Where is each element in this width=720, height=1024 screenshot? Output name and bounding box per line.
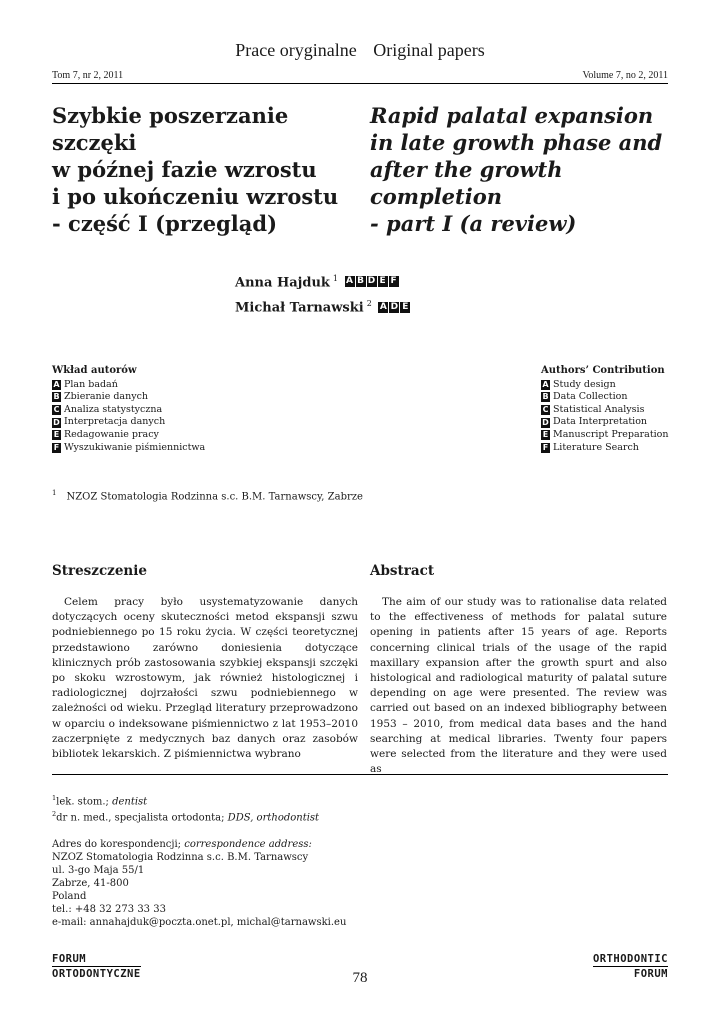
footnote-text: dr n. med., specjalista ortodonta;: [56, 812, 228, 824]
role-badge: D: [390, 301, 399, 312]
contribution-item: [52, 391, 205, 404]
footnote: [52, 808, 346, 824]
contribution-item: [541, 416, 669, 429]
contribution-label: Plan badań: [64, 378, 118, 390]
correspondence-label: [52, 838, 346, 851]
abstract-text-en: The aim of our study was to rationalise data related to the effectiveness of methods for palatal suture opening in patients after 15 years of age. Reports concerning clinical trials of the usage of the rapid maxillary expansion after the growth spurt and also histological and radiological maturity of palatal suture depending on age were presented. The review was carried out based on an indexed bibliography between 1953 – 2010, from medical data bases and the hand searching at medical libraries. Twenty four papers were selected from the literature and they were used as: [370, 596, 667, 776]
title-english: [370, 102, 670, 237]
volume-en: Volume 7, no 2, 2011: [582, 70, 668, 81]
affiliation: [52, 489, 363, 502]
title-polish: [52, 102, 352, 237]
author-role-badges: [345, 276, 400, 287]
footnote-italic: DDS, orthodontist: [227, 812, 320, 824]
contribution-label: Zbieranie danych: [64, 391, 149, 403]
role-badge: D: [367, 276, 376, 287]
title-pl-line: i po ukończeniu wzrostu: [52, 184, 339, 209]
role-badge: D: [53, 417, 60, 427]
author-list: [235, 268, 411, 319]
section-label-en: Original papers: [373, 40, 485, 60]
contribution-label: Statistical Analysis: [553, 403, 645, 415]
author-affiliation-sup: 2: [366, 299, 372, 309]
contribution-heading-pl: Wkład autorów: [52, 365, 137, 376]
footer-word: ORTODONTYCZNE: [52, 968, 141, 980]
role-badge: A: [542, 379, 549, 389]
author-name: Anna Hajduk: [235, 275, 330, 291]
abstract-text-pl: Celem pracy było usystematyzowanie danych dotyczących oceny skuteczności metod ekspansji szwu podniebiennego po 15 roku życia. W części teoretycznej przedstawiono zarówno doniesienia dotyczące klinicznych prób zastosowania szybkiej ekspansji szczęki po skoku wzrostowym, jak również histologicznej i radiologicznej dojrzałości szwu podniebiennego w zależności od wieku. Przegląd literatury przeprowadzono w oparciu o indeksowane piśmiennictwo z lat 1953–2010 zaczerpnięte z medycznych baz danych oraz zasobów bibliotek lekarskich. Z piśmiennictwa wybrano: [52, 596, 358, 761]
abstract-body-en: [370, 595, 667, 776]
page-number: 78: [352, 970, 368, 986]
contribution-label: Literature Search: [553, 441, 639, 453]
affiliation-sup: 1: [52, 489, 57, 497]
title-en-line: Rapid palatal expansion: [370, 103, 654, 128]
footnote-text: lek. stom.;: [56, 796, 113, 808]
contribution-item: [541, 429, 669, 442]
abstract-heading-pl: Streszczenie: [52, 563, 147, 579]
contribution-label: Redagowanie pracy: [64, 428, 159, 440]
title-pl-line: - część I (przegląd): [52, 211, 278, 236]
author-role-badges: [378, 302, 411, 313]
contribution-label: Manuscript Preparation: [553, 428, 669, 440]
contribution-item: [52, 416, 205, 429]
footnote-sup: 2: [52, 810, 57, 819]
author-entry: [235, 268, 411, 293]
footnote-sup: 1: [52, 794, 57, 802]
title-pl-line: w późnej fazie wzrostu: [52, 157, 317, 182]
section-label-pl: Prace oryginalne: [235, 40, 357, 60]
author-entry: [235, 293, 411, 318]
contribution-label: Interpretacja danych: [64, 416, 166, 428]
contribution-item: [52, 404, 205, 417]
correspondence-label-en: correspondence address:: [184, 838, 312, 850]
role-badge: D: [542, 417, 549, 427]
role-badge: B: [357, 276, 364, 287]
role-badge: C: [542, 405, 549, 415]
role-badge: A: [379, 301, 387, 312]
role-badge: B: [53, 392, 60, 402]
correspondence-line: Zabrze, 41-800: [52, 877, 129, 889]
contribution-label: Wyszukiwanie piśmiennictwa: [64, 441, 206, 453]
footnote-italic: dentist: [112, 796, 148, 808]
role-badge: E: [379, 276, 386, 287]
author-name: Michał Tarnawski: [235, 300, 364, 316]
role-badge: E: [53, 430, 60, 440]
correspondence-label-pl: Adres do korespondencji;: [52, 838, 185, 850]
role-badge: E: [542, 430, 549, 440]
role-badge: E: [402, 301, 409, 312]
footnote-divider: [52, 774, 668, 775]
correspondence-line: NZOZ Stomatologia Rodzinna s.c. B.M. Tarnawscy: [52, 851, 309, 863]
contribution-item: [541, 404, 669, 417]
contribution-label: Study design: [553, 378, 616, 390]
author-affiliation-sup: 1: [332, 274, 338, 283]
correspondence-line: tel.: +48 32 273 33 33: [52, 903, 166, 915]
role-badge: F: [390, 276, 397, 287]
footer-word: ORTHODONTIC: [592, 953, 668, 965]
footer-word: FORUM: [52, 953, 141, 967]
correspondence-email: e-mail: annahajduk@poczta.onet.pl, michal@tarnawski.eu: [52, 916, 347, 928]
role-badge: F: [542, 442, 549, 452]
journal-section-header: [0, 40, 720, 61]
contribution-label: Analiza statystyczna: [64, 403, 163, 415]
title-en-line: after the growth completion: [370, 157, 563, 209]
contribution-item: [52, 379, 205, 392]
abstract-heading-en: Abstract: [370, 563, 435, 579]
role-badge: F: [53, 442, 60, 452]
role-badge: C: [53, 405, 60, 415]
role-badge: A: [53, 379, 60, 389]
contribution-heading-en: Authors’ Contribution: [541, 365, 665, 376]
contribution-legend-en: [541, 365, 669, 454]
contribution-item: [541, 391, 669, 404]
title-en-line: in late growth phase and: [370, 130, 663, 155]
title-en-line: - part I (a review): [370, 211, 577, 236]
volume-row: [52, 70, 668, 84]
abstract-body-pl: [52, 595, 358, 761]
affiliation-text: NZOZ Stomatologia Rodzinna s.c. B.M. Tarnawscy, Zabrze: [66, 491, 363, 503]
contribution-label: Data Collection: [553, 391, 628, 403]
correspondence-line: Poland: [52, 890, 87, 902]
role-badge: B: [542, 392, 549, 402]
contribution-item: [52, 442, 205, 455]
contribution-item: [52, 429, 205, 442]
role-badge: A: [346, 276, 354, 287]
volume-pl: Tom 7, nr 2, 2011: [52, 70, 124, 81]
title-pl-line: Szybkie poszerzanie szczęki: [52, 103, 289, 155]
contribution-item: [541, 442, 669, 455]
contribution-item: [541, 379, 669, 392]
contribution-legend-pl: [52, 365, 205, 454]
correspondence-line: ul. 3-go Maja 55/1: [52, 864, 145, 876]
footnote: [52, 792, 346, 808]
contribution-label: Data Interpretation: [553, 416, 648, 428]
footer-word: FORUM: [633, 968, 668, 980]
footnotes-block: [52, 792, 346, 929]
